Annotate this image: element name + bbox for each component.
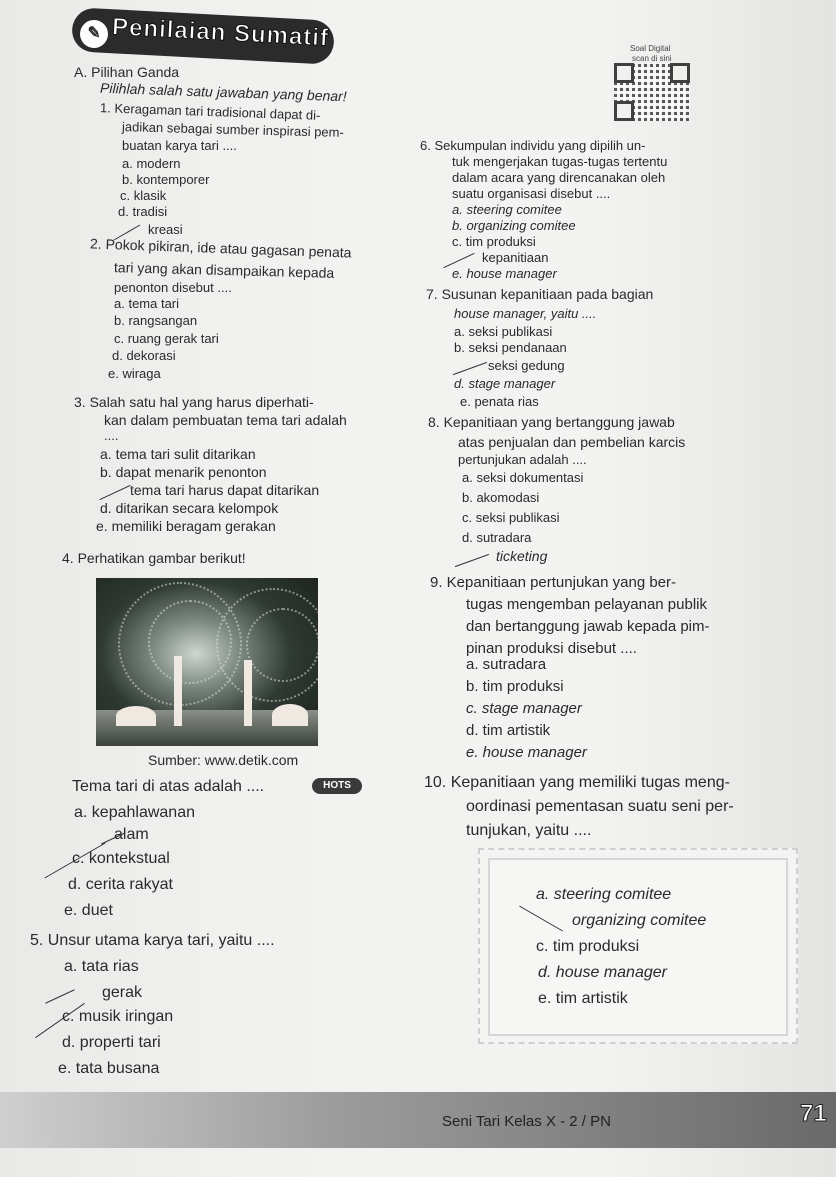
instruction: Pilihlah salah satu jawaban yang benar!	[99, 79, 347, 105]
q2-stem-3: penonton disebut ....	[114, 280, 232, 295]
q7-option-d: d. stage manager	[454, 376, 556, 391]
q3-option-c: tema tari harus dapat ditarikan	[130, 482, 320, 498]
q1-option-a: a. modern	[122, 156, 181, 171]
q9-option-d: d. tim artistik	[466, 722, 551, 739]
q2-option-a: a. tema tari	[114, 296, 180, 311]
q5-stem-1: 5. Unsur utama karya tari, yaitu ....	[30, 932, 275, 949]
q6-option-d: kepanitiaan	[482, 250, 549, 265]
q9-stem-1: 9. Kepanitiaan pertunjukan yang ber-	[430, 574, 677, 591]
q3-stem-2: kan dalam pembuatan tema tari adalah	[104, 412, 347, 428]
section-heading: A. Pilihan Ganda	[74, 64, 180, 80]
q10-stem-1: 10. Kepanitiaan yang memiliki tugas meng-	[424, 774, 730, 791]
q9-option-c: c. stage manager	[466, 700, 582, 717]
q6-option-b: b. organizing comitee	[452, 218, 576, 233]
q2-stem-2: tari yang akan disampaikan kepada	[113, 259, 335, 281]
q1-stem-1: 1. Keragaman tari tradisional dapat di-	[99, 100, 321, 123]
q2-option-e: e. wiraga	[108, 366, 161, 381]
q8-stem-2: atas penjualan dan pembelian karcis	[458, 434, 686, 450]
q10-stem-3: tunjukan, yaitu ....	[466, 822, 592, 839]
q9-stem-4: pinan produksi disebut ....	[466, 640, 637, 657]
q1-stem-2: jadikan sebagai sumber inspirasi pem-	[121, 119, 345, 140]
q5-option-a: a. tata rias	[64, 958, 139, 975]
q7-option-c: seksi gedung	[488, 358, 565, 373]
q9-option-e: e. house manager	[466, 744, 587, 761]
q6-stem-2: tuk mengerjakan tugas-tugas tertentu	[452, 154, 668, 169]
book-title: Seni Tari Kelas X - 2 / PN	[442, 1113, 611, 1130]
q6-stem-3: dalam acara yang direncanakan oleh	[452, 170, 666, 185]
q3-option-e: e. memiliki beragam gerakan	[96, 518, 276, 534]
q10-option-a: a. steering comitee	[536, 886, 672, 903]
q6-option-e: e. house manager	[452, 266, 557, 281]
q8-option-d: d. sutradara	[462, 530, 532, 545]
q1-option-b: b. kontemporer	[122, 172, 210, 187]
answer-mark-q3	[99, 485, 130, 500]
q2-option-c: c. ruang gerak tari	[114, 331, 219, 346]
assessment-icon: ✎	[79, 19, 108, 48]
q6-option-a: a. steering comitee	[452, 202, 562, 217]
q4-stem-2: Tema tari di atas adalah ....	[72, 778, 265, 795]
q2-option-b: b. rangsangan	[114, 313, 198, 328]
q1-option-c: c. klasik	[120, 188, 167, 203]
q4-option-c: c. kontekstual	[72, 850, 170, 867]
q7-stem-1: 7. Susunan kepanitiaan pada bagian	[426, 286, 654, 302]
q6-option-c: c. tim produksi	[452, 234, 536, 249]
q4-option-e: e. duet	[64, 902, 113, 919]
q10-option-c: c. tim produksi	[536, 938, 640, 955]
q4-option-b: alam	[114, 826, 149, 843]
q5-option-b: gerak	[102, 984, 143, 1001]
q8-stem-3: pertunjukan adalah ....	[458, 452, 587, 467]
q1-option-e: kreasi	[148, 222, 183, 237]
qr-label-title: Soal Digital	[630, 44, 671, 53]
q10-option-e: e. tim artistik	[538, 990, 628, 1007]
dance-photo	[96, 578, 318, 746]
q3-stem-1: 3. Salah satu hal yang harus diperhati-	[74, 394, 314, 410]
q2-stem-1: 2. Pokok pikiran, ide atau gagasan penata	[89, 235, 352, 261]
q8-option-c: c. seksi publikasi	[462, 510, 560, 525]
hots-badge: HOTS	[312, 778, 362, 794]
q8-option-e: ticketing	[496, 548, 548, 564]
qr-label-scan: scan di sini	[632, 54, 672, 63]
q6-stem-4: suatu organisasi disebut ....	[452, 186, 611, 201]
q3-option-b: b. dapat menarik penonton	[100, 464, 267, 480]
q5-option-e: e. tata busana	[58, 1060, 160, 1077]
q7-option-e: e. penata rias	[460, 394, 539, 409]
q7-stem-2: house manager, yaitu ....	[454, 306, 597, 321]
q6-stem-1: 6. Sekumpulan individu yang dipilih un-	[420, 138, 646, 153]
q4-option-a: a. kepahlawanan	[74, 804, 195, 821]
q9-option-b: b. tim produksi	[466, 678, 564, 695]
q4-option-d: d. cerita rakyat	[68, 876, 173, 893]
q2-option-d: d. dekorasi	[112, 348, 176, 363]
q4-stem-1: 4. Perhatikan gambar berikut!	[62, 550, 246, 566]
q8-stem-1: 8. Kepanitiaan yang bertanggung jawab	[428, 414, 675, 430]
q3-option-a: a. tema tari sulit ditarikan	[100, 446, 256, 462]
page-number: 71	[800, 1100, 827, 1127]
q10-stem-2: oordinasi pementasan suatu seni per-	[466, 798, 734, 815]
page-footer	[0, 1092, 836, 1148]
q10-option-d: d. house manager	[538, 964, 667, 981]
q3-stem-3: ....	[104, 428, 119, 443]
q5-option-d: d. properti tari	[62, 1034, 161, 1051]
q1-option-d: d. tradisi	[118, 204, 168, 219]
qr-code-icon[interactable]	[614, 63, 690, 121]
q7-option-b: b. seksi pendanaan	[454, 340, 567, 355]
answer-mark-q7	[453, 362, 487, 375]
answer-mark-q8	[455, 554, 489, 567]
q9-option-a: a. sutradara	[466, 656, 547, 673]
photo-source: Sumber: www.detik.com	[148, 752, 299, 768]
page-title: Penilaian Sumatif	[111, 13, 330, 52]
q8-option-b: b. akomodasi	[462, 490, 540, 505]
q5-option-c: c. musik iringan	[62, 1008, 174, 1025]
q1-stem-3: buatan karya tari ....	[122, 138, 237, 153]
q7-option-a: a. seksi publikasi	[454, 324, 553, 339]
answer-mark-q5	[45, 989, 74, 1003]
q3-option-d: d. ditarikan secara kelompok	[100, 500, 279, 516]
q9-stem-3: dan bertanggung jawab kepada pim-	[466, 618, 710, 635]
q10-option-b: organizing comitee	[572, 912, 707, 929]
q8-option-a: a. seksi dokumentasi	[462, 470, 584, 485]
q9-stem-2: tugas mengemban pelayanan publik	[466, 596, 708, 613]
